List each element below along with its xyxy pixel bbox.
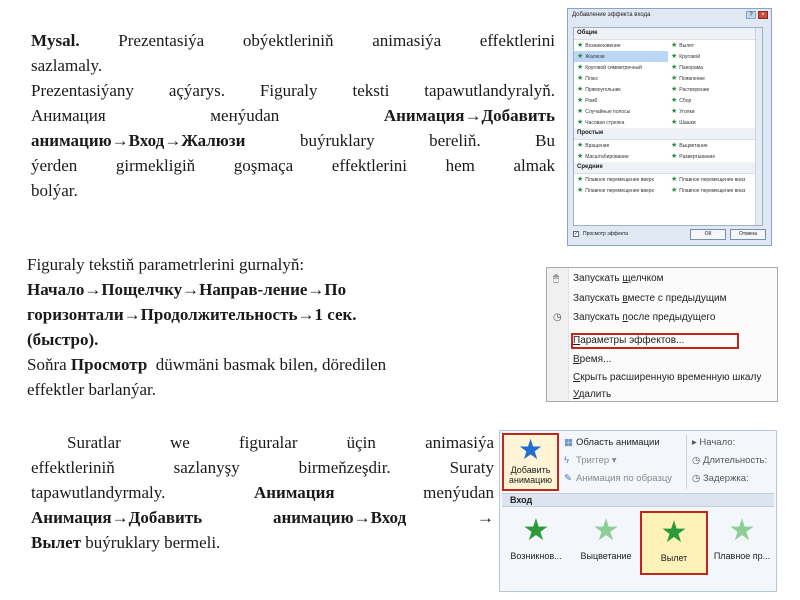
menu-item-remove[interactable] xyxy=(573,389,611,400)
mi-accel: С xyxy=(573,372,581,383)
p2-line4-bold: (быстро). xyxy=(27,330,99,349)
p3-line4 xyxy=(31,505,494,530)
ok-button[interactable]: ОК xyxy=(690,229,726,240)
star-icon: ★ xyxy=(577,119,584,126)
mi-post: елчком xyxy=(630,273,664,284)
basic-effects-grid xyxy=(574,40,762,128)
trigger-label: Триггер xyxy=(576,455,610,466)
p3-line1 xyxy=(31,430,494,455)
effect-label: Растворение xyxy=(679,87,710,93)
effect-label: Панорама xyxy=(679,65,703,71)
dialog-title: Добавление эффекта входа xyxy=(572,12,651,18)
p1-line5-bold: анимацию→Вход→Жалюзи xyxy=(31,131,246,150)
p1-line5 xyxy=(31,128,555,153)
cancel-button[interactable]: Отмена xyxy=(730,229,766,240)
star-icon: ★ xyxy=(671,97,678,104)
effect-item[interactable] xyxy=(668,151,762,162)
p1-line4-bold: Анимация→Добавить xyxy=(383,106,555,125)
effect-appear[interactable] xyxy=(502,511,570,575)
effect-item[interactable] xyxy=(574,40,668,51)
animation-pane-label: Область анимации xyxy=(576,437,660,448)
star-icon: ★ xyxy=(671,64,678,71)
p3-line3-text: tapawutlandyrmaly. xyxy=(31,483,254,502)
effect-label: Круговой симметричный xyxy=(585,65,642,71)
p3-line3 xyxy=(31,480,494,505)
start-field[interactable]: ▸ Начало: xyxy=(692,437,736,448)
menu-item-hide-timeline[interactable] xyxy=(573,372,761,383)
effect-item[interactable] xyxy=(668,174,762,185)
mi-accel: У xyxy=(573,389,579,400)
mi-accel: в xyxy=(622,293,628,304)
duration-label: Длительность: xyxy=(702,455,768,466)
effects-list[interactable] xyxy=(573,27,763,226)
effect-label: Ромб xyxy=(585,98,598,104)
delay-field[interactable]: ◷ Задержка: xyxy=(692,473,749,484)
effect-item[interactable] xyxy=(574,140,668,151)
effect-item[interactable] xyxy=(574,106,668,117)
p3-line2: effektleriniň sazlanyşy birmeňzeşdir. Suraty xyxy=(31,458,494,477)
trigger-button[interactable]: ϟ Триггер ▾ xyxy=(564,455,617,466)
section-basic: Общие xyxy=(574,28,762,40)
p2-line3 xyxy=(27,302,497,327)
effect-label: Плавное перемещение вверх xyxy=(585,177,655,183)
p3-line3-bold: Анимация xyxy=(253,483,335,502)
medium-effects-grid xyxy=(574,174,762,196)
star-icon: ★ xyxy=(522,514,550,547)
p3-line5 xyxy=(31,530,494,555)
star-icon: ★ xyxy=(577,187,584,194)
effect-label: Масштабирование xyxy=(585,154,629,160)
star-icon: ★ xyxy=(671,176,678,183)
section-simple: Простые xyxy=(574,128,762,140)
painter-icon: ✎ xyxy=(564,473,572,484)
effect-item-selected[interactable] xyxy=(574,51,668,62)
preview-label: Просмотр эффекта xyxy=(583,231,629,237)
p1-line2: sazlamaly. xyxy=(31,56,103,75)
star-icon: ★ xyxy=(671,108,678,115)
effect-label: Случайные полосы xyxy=(585,109,631,115)
effect-item[interactable] xyxy=(668,62,762,73)
p1-line1-text: Prezentasiýa obýektleriniň animasiýa effektlerini xyxy=(79,31,555,50)
effect-label: Плавное перемещение вниз xyxy=(679,177,746,183)
p2-line4 xyxy=(27,327,497,352)
animation-pane-button[interactable] xyxy=(564,437,660,448)
effect-item[interactable] xyxy=(668,106,762,117)
dialog-window-buttons xyxy=(746,11,768,19)
p2-line5 xyxy=(27,352,497,377)
effect-item[interactable] xyxy=(574,95,668,106)
mi-post: ремя... xyxy=(579,354,612,365)
star-icon: ★ xyxy=(660,516,688,549)
p2-line3-bold: горизонтали→Продолжительность→1 сек. xyxy=(27,305,357,324)
effect-label: Выцветание xyxy=(580,551,632,561)
mouse-icon: 🖱 xyxy=(553,273,559,284)
star-icon: ★ xyxy=(671,142,678,149)
duration-field[interactable]: ◷ Длительность: xyxy=(692,455,768,466)
menu-item-effect-options[interactable] xyxy=(573,335,684,346)
mi-accel: В xyxy=(573,354,580,365)
effect-label: Вращение xyxy=(585,143,610,149)
effect-label: Плавное перемещение вверх xyxy=(585,188,655,194)
list-scrollbar[interactable] xyxy=(755,28,762,225)
p2-line5-text: Soňra xyxy=(27,355,71,374)
p1-line5-text: buýruklary bereliň. Bu xyxy=(245,131,555,150)
star-icon: ★ xyxy=(592,514,620,547)
add-animation-button[interactable] xyxy=(502,433,559,491)
start-label: Начало: xyxy=(699,437,736,448)
effect-item[interactable] xyxy=(574,174,668,185)
effect-label: Прямоугольник xyxy=(585,87,621,93)
effect-label: Сбор xyxy=(679,98,692,104)
mi-post: араметры эффектов... xyxy=(580,335,685,346)
star-icon: ★ xyxy=(728,514,756,547)
star-icon: ★ xyxy=(671,75,678,82)
animation-painter-button[interactable] xyxy=(564,473,672,484)
star-icon: ★ xyxy=(577,153,584,160)
star-icon: ★ xyxy=(671,42,678,49)
p2-line5-text2: düwmäni basmak bilen, döredilen xyxy=(147,355,387,374)
star-icon: ★ xyxy=(577,108,584,115)
mi-post: осле предыдущего xyxy=(627,312,716,323)
p1-line4 xyxy=(31,103,555,128)
mi-post: далить xyxy=(578,389,612,400)
menu-item-after-previous[interactable] xyxy=(573,312,715,323)
p2-line2-bold: Начало→Пощелчку→Направ-ление→По xyxy=(27,280,347,299)
effect-label: Вылет xyxy=(660,553,688,563)
mi-pre: Запускать xyxy=(573,312,623,323)
effect-label: Возникновение xyxy=(585,43,621,49)
p2-line5-bold: Просмотр xyxy=(70,355,148,374)
delay-label: Задержка: xyxy=(702,473,749,484)
star-icon: ★ xyxy=(671,53,678,60)
star-icon: ★ xyxy=(577,97,584,104)
p2-line2 xyxy=(27,277,497,302)
effect-label: Плавное пр... xyxy=(713,551,771,561)
animation-ribbon xyxy=(499,430,777,592)
animation-context-menu xyxy=(546,267,778,402)
entrance-group-label: Вход xyxy=(502,493,774,507)
p2-line6: effektler barlanýar. xyxy=(27,380,157,399)
effect-label: Появление xyxy=(679,76,705,82)
paragraph-example xyxy=(31,28,555,203)
star-icon: ★ xyxy=(577,42,584,49)
effect-fly-in[interactable] xyxy=(640,511,708,575)
star-icon: ★ xyxy=(671,119,678,126)
p3-line5-text: buýruklary bermeli. xyxy=(81,533,221,552)
effect-item[interactable] xyxy=(574,62,668,73)
effect-label: Развертывание xyxy=(679,154,716,160)
p3-line5-bold: Вылет xyxy=(31,533,82,552)
effect-item[interactable] xyxy=(574,117,668,128)
mi-accel: п xyxy=(622,312,628,323)
add-animation-star-icon: ★ xyxy=(517,434,544,465)
star-icon: ★ xyxy=(577,75,584,82)
effect-item[interactable] xyxy=(668,84,762,95)
mi-pre: Запускать xyxy=(573,293,623,304)
preview-checkbox[interactable]: ✓ xyxy=(574,231,579,237)
simple-effects-grid xyxy=(574,140,762,162)
add-animation-label: Добавить анимацию xyxy=(508,465,553,485)
paragraph-parameters xyxy=(27,252,497,402)
star-icon: ★ xyxy=(671,153,678,160)
effect-label: Жалюзи xyxy=(585,54,605,60)
animation-painter-label: Анимация по образцу xyxy=(576,473,673,484)
clock-icon: ◷ xyxy=(553,312,562,323)
p1-line4-text: Анимация менýudan xyxy=(31,106,384,125)
p1-line1 xyxy=(31,28,555,53)
effect-item[interactable] xyxy=(574,151,668,162)
effect-label: Шашки xyxy=(679,120,696,126)
effect-label: Круговой xyxy=(679,54,701,60)
effect-label: Возникнов... xyxy=(510,551,562,561)
menu-item-with-previous[interactable] xyxy=(573,293,727,304)
star-icon: ★ xyxy=(577,86,584,93)
p1-line6: ýerden girmekligiň goşmaça effektlerini hem almak xyxy=(31,156,555,175)
star-icon: ★ xyxy=(577,53,584,60)
star-icon: ★ xyxy=(671,86,678,93)
ribbon-separator xyxy=(686,435,687,489)
mi-accel: П xyxy=(573,335,581,346)
p1-line7: bolýar. xyxy=(31,181,78,200)
effect-item[interactable] xyxy=(668,117,762,128)
effect-item[interactable] xyxy=(668,95,762,106)
effect-item[interactable] xyxy=(574,84,668,95)
paragraph-images xyxy=(31,430,494,555)
pane-icon: ▦ xyxy=(564,437,573,448)
help-icon[interactable]: ? xyxy=(746,11,756,19)
effect-label: Уголки xyxy=(679,109,695,115)
close-icon[interactable]: × xyxy=(758,11,768,19)
effect-label: Плюс xyxy=(585,76,599,82)
effect-item[interactable] xyxy=(668,185,762,196)
p2-line1: Figuraly tekstiň parametrlerini gurnalyň: xyxy=(27,255,305,274)
star-icon: ★ xyxy=(671,187,678,194)
p1-line3: Prezentasiýany açýarys. Figuraly teksti tapawutlandyralyň. xyxy=(31,81,555,100)
menu-item-on-click[interactable] xyxy=(573,273,664,284)
effect-fade[interactable] xyxy=(572,511,640,575)
effect-item[interactable] xyxy=(668,40,762,51)
star-icon: ★ xyxy=(577,176,584,183)
p3-line4-bold: Анимация→Добавить анимацию→Вход → xyxy=(31,508,494,527)
effect-label: Вылет xyxy=(679,43,695,49)
p1-example-label: Mysal. xyxy=(31,31,80,50)
mi-pre: Запускать xyxy=(573,273,623,284)
menu-item-timing[interactable] xyxy=(573,354,611,365)
menu-gutter xyxy=(547,268,569,401)
effect-label: Плавное перемещение вниз xyxy=(679,188,746,194)
effect-label: Часовая стрелка xyxy=(585,120,625,126)
section-medium: Средние xyxy=(574,162,762,174)
effect-item[interactable] xyxy=(668,51,762,62)
p3-line3-text2: menýudan xyxy=(334,483,494,502)
mi-post: крыть расширенную временную шкалу xyxy=(580,372,762,383)
effect-label: Выцветание xyxy=(679,143,708,149)
star-icon: ★ xyxy=(577,64,584,71)
mi-accel: щ xyxy=(622,273,631,284)
effect-item[interactable] xyxy=(574,185,668,196)
mi-post: месте с предыдущим xyxy=(627,293,727,304)
star-icon: ★ xyxy=(577,142,584,149)
lightning-icon: ϟ xyxy=(564,455,570,466)
add-entrance-effect-dialog xyxy=(567,8,772,246)
p3-line1-text: Suratlar we figuralar üçin animasiýa xyxy=(67,433,494,452)
effect-item[interactable] xyxy=(668,73,762,84)
effect-float-in[interactable] xyxy=(708,511,776,575)
dialog-footer xyxy=(573,227,766,241)
effect-item[interactable] xyxy=(574,73,668,84)
effect-item[interactable] xyxy=(668,140,762,151)
